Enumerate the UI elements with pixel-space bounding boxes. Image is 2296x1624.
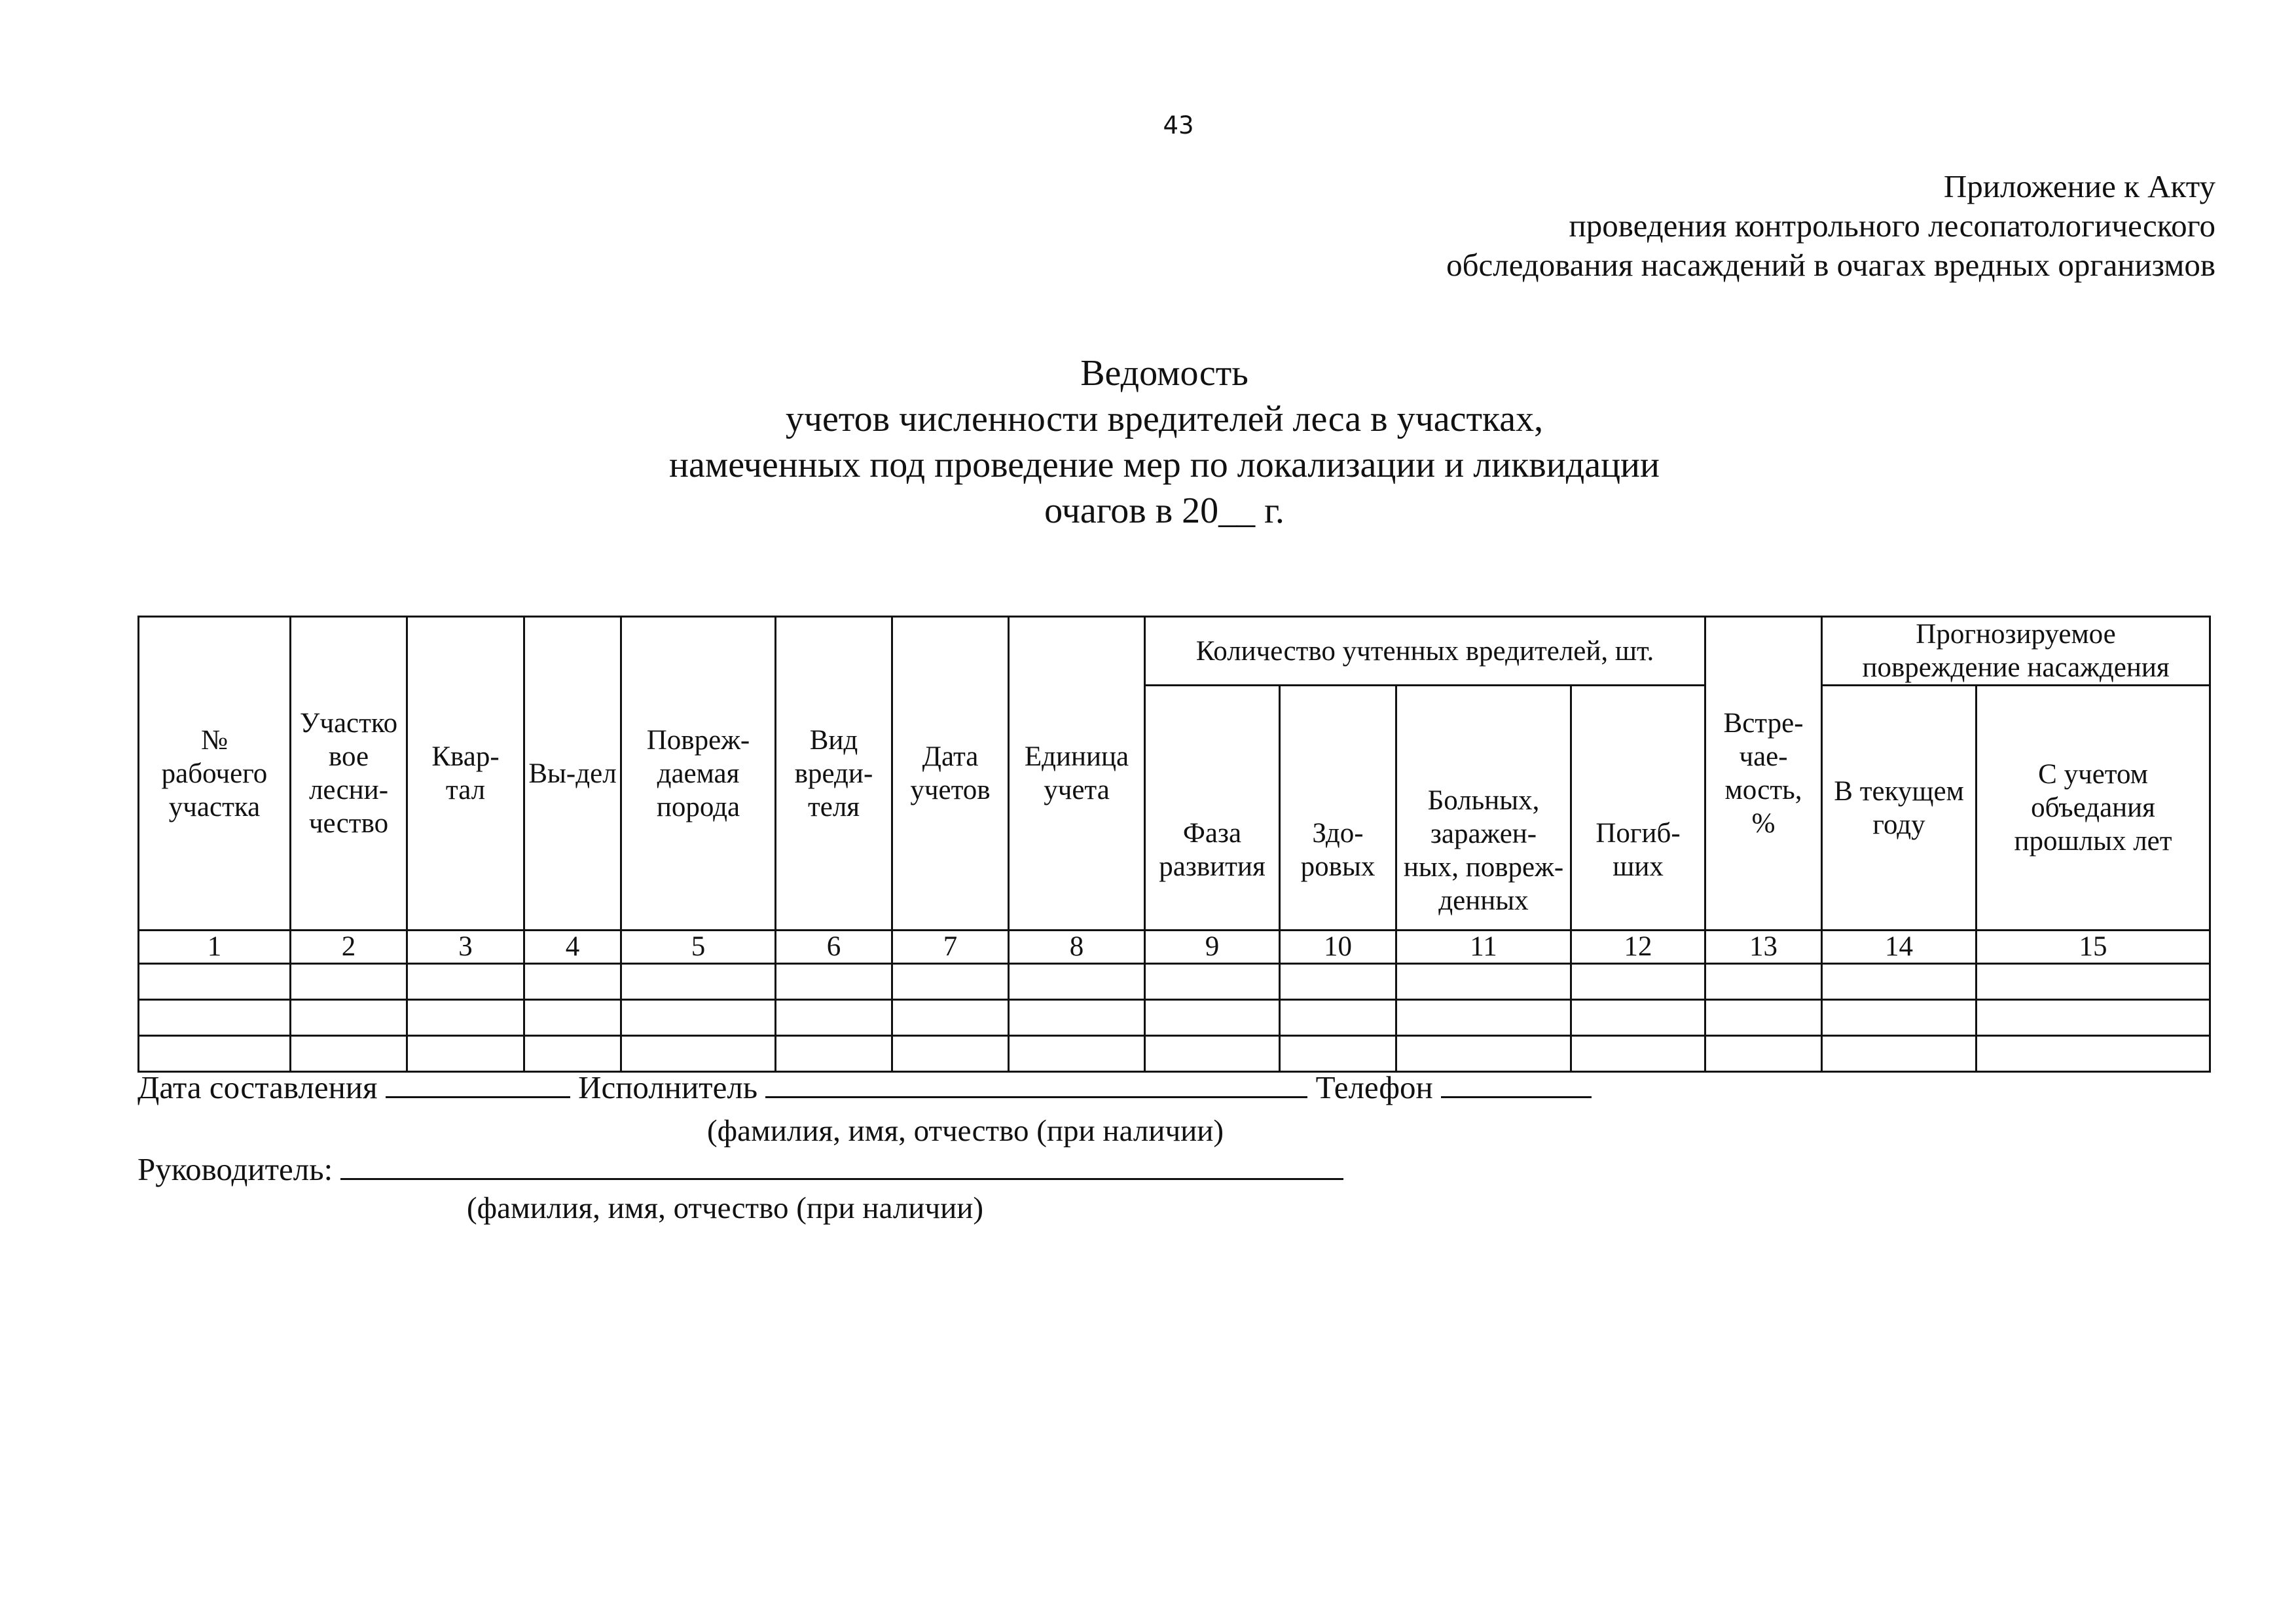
- header-diseased: Больных, заражен- ных, повреж- денных: [1396, 686, 1571, 931]
- table-header-row: [139, 617, 2210, 686]
- appendix-line: проведения контрольного лесопатологического: [1569, 208, 2215, 244]
- table-cell[interactable]: [139, 1000, 291, 1036]
- header-dead: Погиб- ших: [1571, 686, 1705, 931]
- table-cell[interactable]: [1822, 1000, 1977, 1036]
- header-development-phase: Фаза развития: [1145, 686, 1280, 931]
- table-cell[interactable]: [291, 1036, 407, 1072]
- table-cell[interactable]: [776, 1000, 892, 1036]
- appendix-line: обследования насаждений в очагах вредных организмов: [1446, 247, 2215, 283]
- column-number: 1: [139, 931, 291, 964]
- column-number: 8: [1009, 931, 1145, 964]
- head-hint: (фамилия, имя, отчество (при наличии): [467, 1191, 984, 1225]
- title-line: учетов численности вредителей леса в участках,: [785, 399, 1544, 439]
- table-cell[interactable]: [1145, 964, 1280, 1000]
- column-number: 9: [1145, 931, 1280, 964]
- header-damaged-species: Повреж- даемая порода: [621, 617, 776, 931]
- table-cell[interactable]: [139, 964, 291, 1000]
- executor-hint: (фамилия, имя, отчество (при наличии): [707, 1114, 1224, 1148]
- table-cell[interactable]: [1977, 1036, 2210, 1072]
- phone-field[interactable]: [1441, 1073, 1592, 1098]
- header-plot-number: № рабочего участка: [139, 617, 291, 931]
- table-cell[interactable]: [892, 1036, 1009, 1072]
- table-column-numbers-row: [139, 931, 2210, 964]
- table-cell[interactable]: [1705, 1036, 1822, 1072]
- column-number: 3: [407, 931, 524, 964]
- column-number: 11: [1396, 931, 1571, 964]
- table-cell[interactable]: [621, 964, 776, 1000]
- header-current-year: В текущем году: [1822, 686, 1977, 931]
- column-number: 7: [892, 931, 1009, 964]
- document-title: [0, 350, 2296, 534]
- table-cell[interactable]: [1009, 1036, 1145, 1072]
- table-row: [139, 1036, 2210, 1072]
- header-count-unit: Единица учета: [1009, 617, 1145, 931]
- header-pest-type: Вид вреди- теля: [776, 617, 892, 931]
- table-cell[interactable]: [1396, 1000, 1571, 1036]
- table-cell[interactable]: [1280, 1000, 1396, 1036]
- header-group-forecast: Прогнозируемое повреждение насаждения: [1822, 617, 2210, 686]
- column-number: 2: [291, 931, 407, 964]
- title-line: намеченных под проведение мер по локализации и ликвидации: [669, 445, 1660, 485]
- table-cell[interactable]: [139, 1036, 291, 1072]
- table-cell[interactable]: [621, 1000, 776, 1036]
- signature-line-head: [137, 1151, 1343, 1188]
- table-cell[interactable]: [1571, 1000, 1705, 1036]
- header-forestry: Участко вое лесни- чество: [291, 617, 407, 931]
- title-line: очагов в 20__ г.: [1044, 490, 1285, 531]
- column-number: 15: [1977, 931, 2210, 964]
- title-line: Ведомость: [1080, 353, 1248, 394]
- pest-count-table: [137, 616, 2211, 1073]
- column-number: 13: [1705, 931, 1822, 964]
- table-cell[interactable]: [1280, 1036, 1396, 1072]
- table-cell[interactable]: [1145, 1036, 1280, 1072]
- column-number: 14: [1822, 931, 1977, 964]
- column-number: 10: [1280, 931, 1396, 964]
- column-number: 12: [1571, 931, 1705, 964]
- table-cell[interactable]: [1009, 964, 1145, 1000]
- table-cell[interactable]: [776, 1036, 892, 1072]
- table-cell[interactable]: [776, 964, 892, 1000]
- table-cell[interactable]: [1396, 1036, 1571, 1072]
- table-cell[interactable]: [407, 1000, 524, 1036]
- page-number: 43: [1163, 111, 1194, 139]
- table-cell[interactable]: [1009, 1000, 1145, 1036]
- table-cell[interactable]: [291, 1000, 407, 1036]
- table-cell[interactable]: [1705, 1000, 1822, 1036]
- table-cell[interactable]: [407, 964, 524, 1000]
- table-cell[interactable]: [524, 964, 621, 1000]
- header-allotment: Вы-дел: [524, 617, 621, 931]
- table-cell[interactable]: [407, 1036, 524, 1072]
- table-cell[interactable]: [524, 1036, 621, 1072]
- header-occurrence: Встре- чае- мость, %: [1705, 617, 1822, 931]
- head-field[interactable]: [340, 1154, 1343, 1180]
- head-label: Руководитель:: [137, 1151, 333, 1187]
- table-cell[interactable]: [1145, 1000, 1280, 1036]
- executor-field[interactable]: [765, 1073, 1307, 1098]
- table-cell[interactable]: [1280, 964, 1396, 1000]
- phone-label: Телефон: [1315, 1069, 1433, 1105]
- header-healthy: Здо- ровых: [1280, 686, 1396, 931]
- table-cell[interactable]: [892, 1000, 1009, 1036]
- table-cell[interactable]: [1977, 1000, 2210, 1036]
- table-cell[interactable]: [1571, 964, 1705, 1000]
- column-number: 5: [621, 931, 776, 964]
- table-row: [139, 964, 2210, 1000]
- table-cell[interactable]: [1705, 964, 1822, 1000]
- column-number: 4: [524, 931, 621, 964]
- table-cell[interactable]: [1396, 964, 1571, 1000]
- date-field[interactable]: [386, 1073, 570, 1098]
- table-cell[interactable]: [291, 964, 407, 1000]
- signature-line-executor: [137, 1069, 1592, 1106]
- table-cell[interactable]: [524, 1000, 621, 1036]
- header-past-years: С учетом объедания прошлых лет: [1977, 686, 2210, 931]
- table-cell[interactable]: [1571, 1036, 1705, 1072]
- table-cell[interactable]: [621, 1036, 776, 1072]
- date-label: Дата составления: [137, 1069, 378, 1105]
- table-cell[interactable]: [1977, 964, 2210, 1000]
- table-cell[interactable]: [1822, 1036, 1977, 1072]
- table-cell[interactable]: [892, 964, 1009, 1000]
- header-count-date: Дата учетов: [892, 617, 1009, 931]
- table-cell[interactable]: [1822, 964, 1977, 1000]
- column-number: 6: [776, 931, 892, 964]
- header-group-pest-count: Количество учтенных вредителей, шт.: [1145, 617, 1705, 686]
- appendix-line: Приложение к Акту: [1943, 168, 2215, 204]
- executor-label: Исполнитель: [578, 1069, 758, 1105]
- header-quarter: Квар- тал: [407, 617, 524, 931]
- table-row: [139, 1000, 2210, 1036]
- appendix-note: [1446, 167, 2215, 285]
